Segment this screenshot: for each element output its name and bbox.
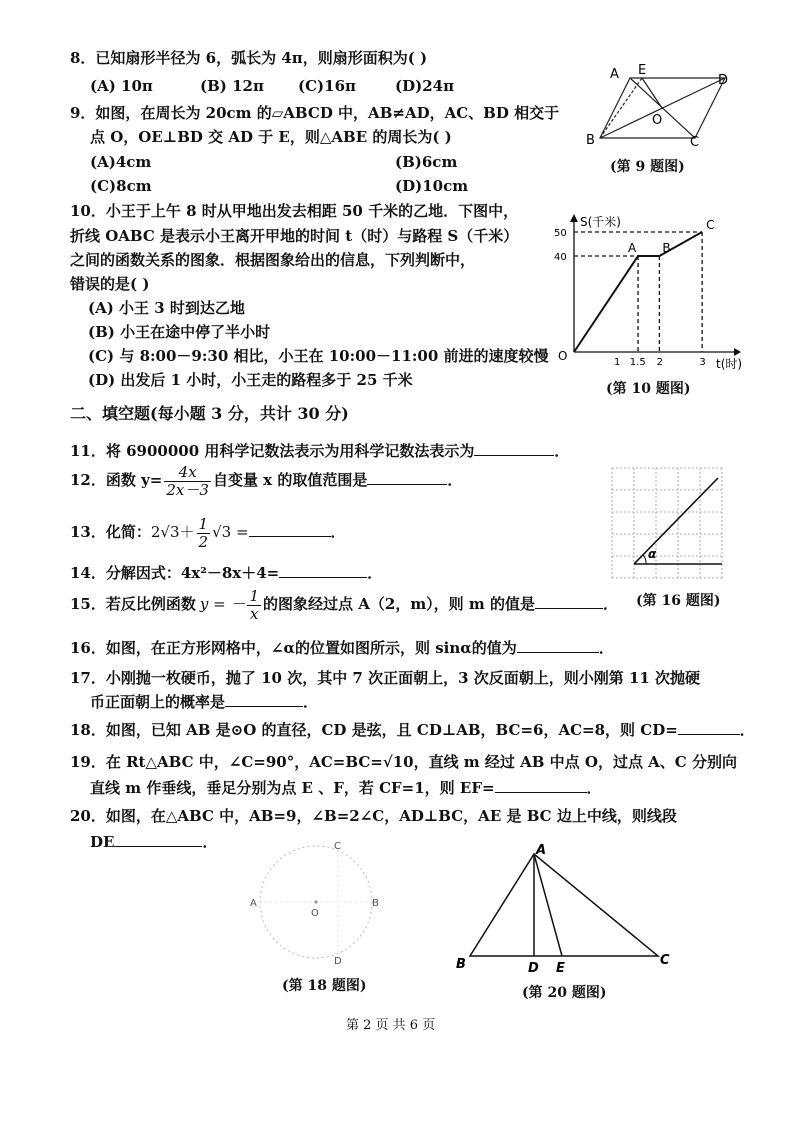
label-c: C xyxy=(660,953,670,968)
label-d: D xyxy=(528,961,539,975)
q15-numerator: 1 xyxy=(249,586,260,605)
diagonal-ac xyxy=(630,78,695,138)
page-footer: 第 2 页 共 6 页 xyxy=(346,1018,436,1033)
label-o: O xyxy=(652,113,663,128)
q8-option-c: (C)16π xyxy=(298,77,356,95)
q15-suffix: 的图象经过点 A（2，m），则 m 的值是 xyxy=(263,595,536,613)
q9-option-c: (C)8cm xyxy=(90,177,152,195)
q11-text: 11．将 6900000 用科学记数法表示为用科学记数法表示为 xyxy=(70,442,475,460)
q8-option-b: (B) 12π xyxy=(200,77,264,95)
q16-line xyxy=(70,638,614,658)
q20-line1: 20．如图，在△ABC 中，AB=9，∠B=2∠C，AD⊥BC，AE 是 BC 边上中线，则线段 xyxy=(70,807,677,825)
q15-line xyxy=(70,584,618,624)
q19-line2: 直线 m 作垂线，垂足分别为点 E 、F，若 CF=1，则 EF= xyxy=(90,779,495,797)
angle-alpha-label: α xyxy=(648,547,657,561)
label-a: A xyxy=(536,843,547,858)
q12-line xyxy=(70,460,462,500)
angle-ray-oblique xyxy=(634,478,718,564)
label-e: E xyxy=(556,961,565,975)
q18-end: ． xyxy=(739,721,755,739)
point-label-o: O xyxy=(558,349,568,363)
label-d: D xyxy=(718,73,729,88)
q16-end: ． xyxy=(598,639,614,657)
q19-line1: 19．在 Rt△ABC 中，∠C=90°，AC=BC=√10，直线 m 经过 AB 中点 O，过点 A、C 分别向 xyxy=(70,753,737,771)
figure-q16-grid xyxy=(606,464,728,584)
label-c: C xyxy=(690,135,700,148)
x-tick-label-3: 3 xyxy=(699,357,706,368)
segment-be xyxy=(600,78,642,138)
label-b: B xyxy=(456,957,466,972)
q9-option-d: (D)10cm xyxy=(395,177,469,195)
q18-caption: (第 18 题图) xyxy=(282,978,367,994)
q13-prefix: 13．化简： xyxy=(70,523,151,541)
q18-blank[interactable] xyxy=(678,720,740,735)
q16-blank[interactable] xyxy=(517,638,599,653)
label-b: B xyxy=(372,898,379,909)
q9-stem-line1: 9．如图，在周长为 20cm 的▱ABCD 中，AB≠AD，AC、BD 相交于 xyxy=(70,104,560,122)
q14-text: 14．分解因式：4x²－8x＋4= xyxy=(70,564,280,582)
triangle-abc xyxy=(470,854,658,956)
q12-blank[interactable] xyxy=(367,470,447,485)
y-tick-label-50: 50 xyxy=(554,228,567,239)
y-axis-arrow-icon xyxy=(570,214,578,222)
q10-line1: 10．小王于上午 8 时从甲地出发去相距 50 千米的乙地．下图中， xyxy=(70,202,519,220)
x-tick-label-2: 2 xyxy=(656,357,664,368)
q19-blank[interactable] xyxy=(495,778,587,793)
q20-blank[interactable] xyxy=(114,832,202,847)
q10-option-c: (C) 与 8:00－9:30 相比，小王在 10:00－11:00 前进的速度较慢 xyxy=(88,347,549,365)
q17-line2-wrap xyxy=(90,692,318,712)
q12-suffix: 自变量 x 的取值范围是 xyxy=(212,471,368,489)
q13-blank[interactable] xyxy=(249,522,331,537)
q15-end: ． xyxy=(603,595,619,613)
point-label-c: C xyxy=(706,218,715,232)
q12-numerator: 4x xyxy=(164,464,211,482)
q17-line2: 币正面朝上的概率是 xyxy=(90,693,226,711)
y-axis-label: S(千米) xyxy=(580,215,621,229)
label-a: A xyxy=(610,67,619,82)
q13-line xyxy=(70,512,346,552)
segment-ae xyxy=(534,854,562,956)
q19-end: ． xyxy=(586,779,602,797)
q17-end: ． xyxy=(303,693,319,711)
q9-option-b: (B)6cm xyxy=(395,153,458,171)
q20-line2-wrap xyxy=(90,832,217,852)
x-tick-label-1: 1 xyxy=(613,357,621,368)
q10-option-b: (B) 小王在途中停了半小时 xyxy=(88,323,271,341)
figure-q20-triangle xyxy=(450,840,680,975)
q20-end: ． xyxy=(202,833,218,851)
q9-option-a: (A)4cm xyxy=(90,153,152,171)
q11-end: ． xyxy=(554,442,570,460)
q18-text: 18．如图，已知 AB 是⊙O 的直径，CD 是弦，且 CD⊥AB，BC=6，AC=8，则 CD= xyxy=(70,721,678,739)
label-a: A xyxy=(250,898,257,909)
label-c: C xyxy=(334,841,341,852)
label-b: B xyxy=(586,133,595,148)
figure-q10-chart xyxy=(548,212,748,376)
q9-stem-line2: 点 O，OE⊥BD 交 AD 于 E，则△ABE 的周长为( ) xyxy=(90,128,452,146)
q12-end: ． xyxy=(447,471,463,489)
q17-line1: 17．小刚抛一枚硬币，抛了 10 次，其中 7 次正面朝上，3 次反面朝上，则小刚第 11 次抛硬 xyxy=(70,669,701,687)
x-axis-arrow-icon xyxy=(734,348,741,356)
figure-q9 xyxy=(580,56,740,148)
q10-line3: 之间的函数关系的图象．根据图象给出的信息，下列判断中， xyxy=(70,251,476,269)
q10-line2: 折线 OABC 是表示小王离开甲地的时间 t（时）与路程 S（千米） xyxy=(70,227,519,245)
point-label-b: B xyxy=(662,241,671,255)
label-o: O xyxy=(311,908,319,919)
q14-line xyxy=(70,563,382,583)
q10-line4: 错误的是( ) xyxy=(70,275,150,293)
section2-title: 二、填空题(每小题 3 分，共计 30 分) xyxy=(70,404,349,423)
q15-fraction xyxy=(247,588,261,623)
q13-expr-a: 2√3＋ xyxy=(150,523,195,541)
q15-y-eq: y = － xyxy=(199,595,246,613)
q10-option-a: (A) 小王 3 时到达乙地 xyxy=(88,299,245,317)
q11-blank[interactable] xyxy=(474,441,554,456)
q13-expr-b: √3 = xyxy=(212,523,249,541)
q11-line xyxy=(70,441,569,461)
q14-blank[interactable] xyxy=(279,563,367,578)
q12-denominator: 2x－3 xyxy=(166,480,209,499)
q8-option-d: (D)24π xyxy=(395,77,455,95)
q15-blank[interactable] xyxy=(535,594,603,609)
x-axis-label: t(时) xyxy=(716,357,743,371)
label-e: E xyxy=(638,63,647,78)
q20-line2: DE xyxy=(90,833,115,851)
q10-option-d: (D) 出发后 1 小时，小王走的路程多于 25 千米 xyxy=(88,371,413,389)
q10-caption: (第 10 题图) xyxy=(606,381,691,397)
figure-q18-circle xyxy=(248,840,384,970)
q8-stem: 8．已知扇形半径为 6，弧长为 4π，则扇形面积为( ) xyxy=(70,49,428,67)
q16-caption: (第 16 题图) xyxy=(636,593,721,609)
q12-prefix: 12．函数 y= xyxy=(70,471,163,489)
q16-text: 16．如图，在正方形网格中，∠α的位置如图所示，则 sinα的值为 xyxy=(70,639,517,657)
q18-line xyxy=(70,720,755,740)
q9-caption: (第 9 题图) xyxy=(610,159,685,175)
y-tick-label-40: 40 xyxy=(554,252,567,263)
q13-fraction xyxy=(197,516,211,551)
q12-fraction xyxy=(164,464,211,499)
q15-prefix: 15．若反比例函数 xyxy=(70,595,196,613)
x-tick-label-1-5: 1.5 xyxy=(629,357,646,368)
q8-option-a: (A) 10π xyxy=(90,77,153,95)
q15-denominator: x xyxy=(250,604,259,623)
q13-end: ． xyxy=(330,523,346,541)
q14-end: ． xyxy=(367,564,383,582)
q20-caption: (第 20 题图) xyxy=(522,985,607,1001)
q13-numerator: 1 xyxy=(198,514,209,533)
q17-blank[interactable] xyxy=(225,692,303,707)
segment-oe xyxy=(642,78,662,108)
label-d: D xyxy=(334,956,342,967)
q13-denominator: 2 xyxy=(198,532,209,551)
q19-line2-wrap xyxy=(90,778,602,798)
point-label-a: A xyxy=(628,241,637,255)
